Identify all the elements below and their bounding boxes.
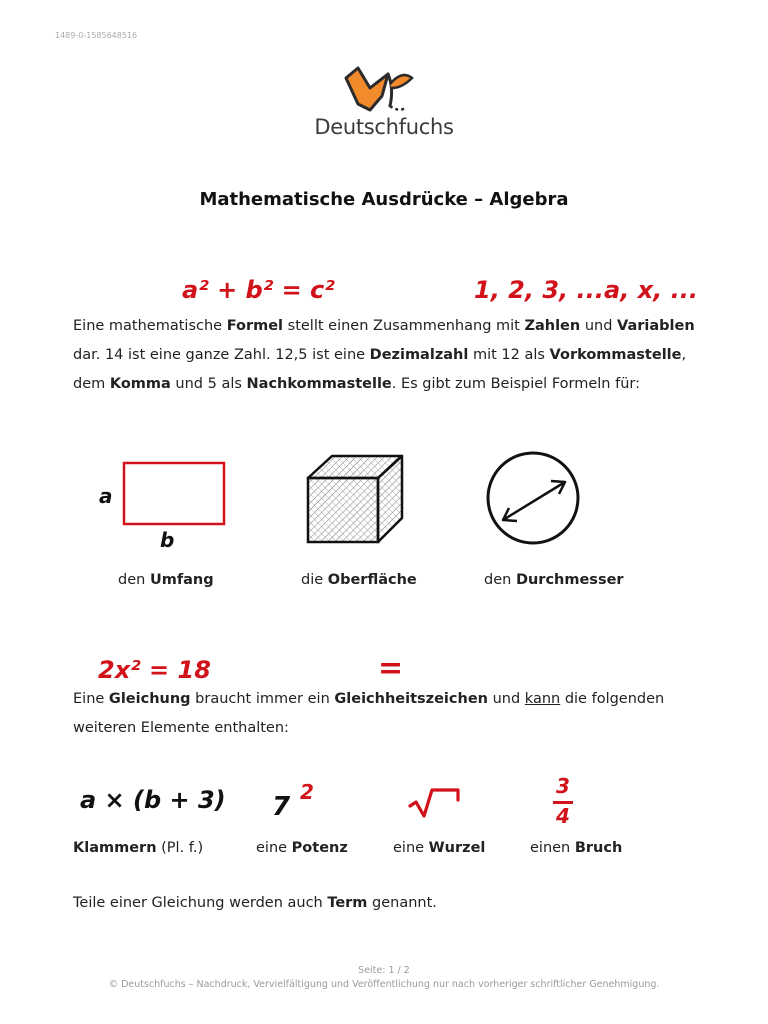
fraction-denominator: 4 xyxy=(556,804,570,828)
fox-logo-icon xyxy=(336,66,432,116)
power-base: 7 xyxy=(272,792,291,822)
pythagoras-formula: a² + b² = c² xyxy=(182,276,335,304)
circle-diameter-icon xyxy=(485,450,581,546)
equation-example: 2x² = 18 xyxy=(98,656,211,684)
fraction-numerator: 3 xyxy=(556,774,570,798)
caption-bruch: einen Bruch xyxy=(530,840,623,856)
caption-klammern: Klammern (Pl. f.) xyxy=(73,840,204,856)
caption-umfang: den Umfang xyxy=(118,572,214,588)
caption-oberflaeche: die Oberfläche xyxy=(301,572,417,588)
power-exponent: 2 xyxy=(300,780,314,804)
rectangle-side-b-label: b xyxy=(160,528,175,552)
caption-wurzel: eine Wurzel xyxy=(393,840,486,856)
document-id: 1489-0-1585648516 xyxy=(55,31,138,40)
cube-icon xyxy=(304,452,408,546)
square-root-icon xyxy=(408,786,462,820)
copyright-notice: © Deutschfuchs – Nachdruck, Vervielfältigung und Veröffentlichung nur nach vorheriger schriftlicher Genehmigung. xyxy=(108,979,660,990)
brackets-example: a × (b + 3) xyxy=(80,786,226,814)
paragraph-1-line-3: dem Komma und 5 als Nachkommastelle. Es gibt zum Beispiel Formeln für: xyxy=(73,376,640,392)
caption-potenz: eine Potenz xyxy=(256,840,348,856)
closing-sentence: Teile einer Gleichung werden auch Term genannt. xyxy=(73,895,437,911)
brand-name: Deutschfuchs xyxy=(314,115,454,139)
variables-sequence: a, x, ... xyxy=(604,276,698,304)
paragraph-1-line-1: Eine mathematische Formel stellt einen Zusammenhang mit Zahlen und Variablen xyxy=(73,318,695,334)
equals-sign: = xyxy=(378,651,404,686)
paragraph-1-line-2: dar. 14 ist eine ganze Zahl. 12,5 ist eine Dezimalzahl mit 12 als Vorkommastelle, xyxy=(73,347,687,363)
paragraph-2-line-1: Eine Gleichung braucht immer ein Gleichheitszeichen und kann die folgenden xyxy=(73,691,665,707)
page-title: Mathematische Ausdrücke – Algebra xyxy=(199,189,569,210)
page-number: Seite: 1 / 2 xyxy=(358,965,410,976)
paragraph-2-line-2: weiteren Elemente enthalten: xyxy=(73,720,289,736)
caption-durchmesser: den Durchmesser xyxy=(484,572,624,588)
rectangle-icon xyxy=(120,460,228,528)
numbers-sequence: 1, 2, 3, ... xyxy=(474,276,604,304)
rectangle-side-a-label: a xyxy=(99,484,113,508)
